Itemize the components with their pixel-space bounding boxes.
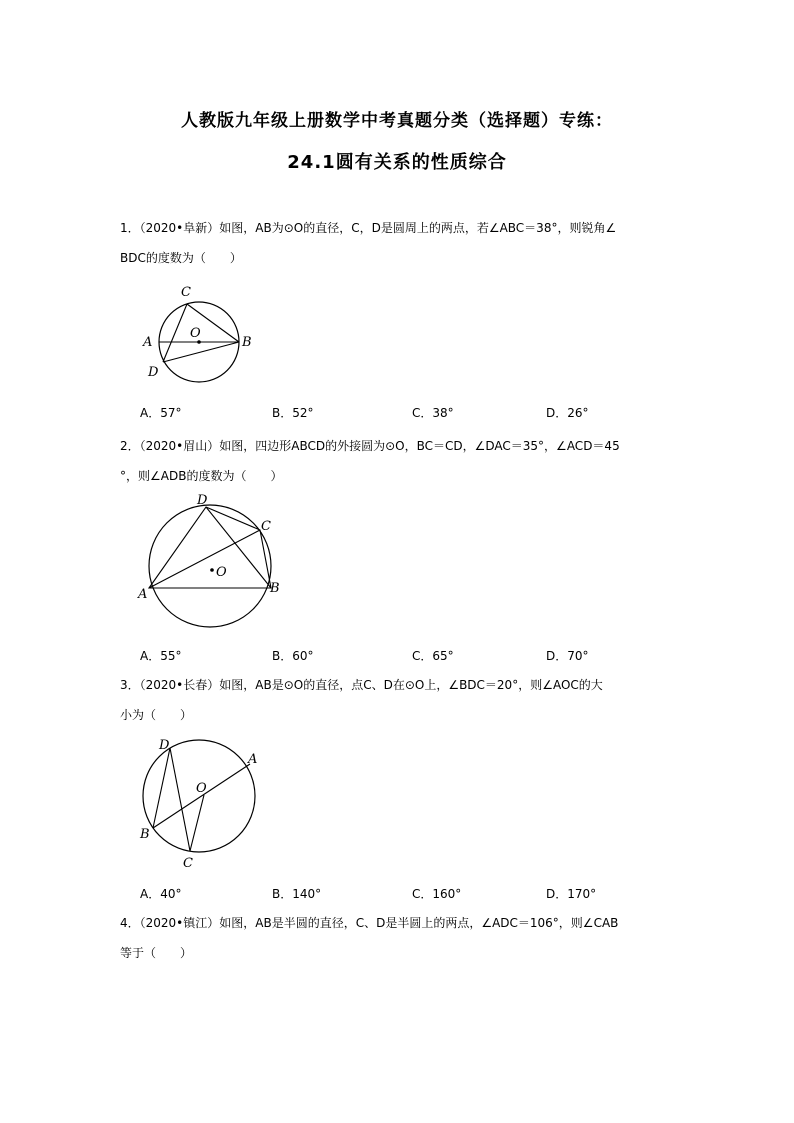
question-1-line-1: 1．（2020•阜新）如图，AB为⊙O的直径，C，D是圆周上的两点，若∠ABC＝38°，则锐角∠: [120, 221, 617, 235]
label-o: O: [190, 326, 201, 341]
option-b[interactable]: B．52°: [272, 406, 314, 420]
label-a: A: [138, 587, 148, 602]
question-2-figure: [140, 490, 290, 620]
label-b: B: [140, 827, 150, 842]
question-1-line-2: BDC的度数为（ ）: [120, 251, 242, 265]
chord-db: [163, 342, 239, 362]
option-c[interactable]: C．160°: [412, 887, 462, 901]
question-4-line-2: 等于（ ）: [120, 946, 193, 960]
label-o: O: [196, 781, 207, 796]
option-c[interactable]: C．38°: [412, 406, 454, 420]
question-2: [120, 431, 680, 491]
option-b[interactable]: B．60°: [272, 649, 314, 663]
option-d[interactable]: D．170°: [546, 887, 597, 901]
question-3: [120, 670, 680, 730]
option-a[interactable]: A．57°: [140, 406, 182, 420]
question-1: [120, 213, 680, 273]
option-d[interactable]: D．70°: [546, 649, 589, 663]
question-1-options: [140, 404, 660, 420]
label-b: B: [270, 581, 280, 596]
question-4: [120, 908, 680, 968]
quadrilateral-abcd: [149, 507, 271, 588]
label-c: C: [183, 856, 193, 871]
question-2-options: [140, 647, 660, 663]
option-b[interactable]: B．140°: [272, 887, 322, 901]
question-3-line-1: 3．（2020•长春）如图，AB是⊙O的直径，点C、D在⊙O上，∠BDC＝20°，则∠AOC的大: [120, 678, 603, 692]
question-2-line-1: 2．（2020•眉山）如图，四边形ABCD的外接圆为⊙O，BC＝CD，∠DAC＝35°，∠ACD＝45: [120, 439, 620, 453]
label-d: D: [159, 738, 170, 753]
question-2-line-2: °，则∠ADB的度数为（ ）: [120, 469, 283, 483]
label-c: C: [261, 519, 271, 534]
label-a: A: [248, 752, 258, 767]
label-d: D: [148, 365, 159, 380]
option-c[interactable]: C．65°: [412, 649, 454, 663]
center-point: [210, 568, 214, 572]
question-3-line-2: 小为（ ）: [120, 708, 193, 722]
option-a[interactable]: A．55°: [140, 649, 182, 663]
question-1-figure: [140, 282, 260, 392]
diameter-ab: [153, 764, 250, 828]
label-b: B: [242, 335, 252, 350]
question-3-options: [140, 885, 660, 901]
chord-dc: [170, 748, 190, 851]
option-d[interactable]: D．26°: [546, 406, 589, 420]
diagonal-ac: [149, 530, 260, 588]
label-d: D: [197, 493, 208, 508]
label-o: O: [216, 565, 227, 580]
option-a[interactable]: A．40°: [140, 887, 182, 901]
question-4-line-1: 4．（2020•镇江）如图，AB是半圆的直径，C、D是半圆上的两点，∠ADC＝106°，则∠CAB: [120, 916, 619, 930]
document-subtitle: 24.1圆有关系的性质综合: [287, 152, 507, 173]
label-a: A: [143, 335, 153, 350]
chord-cd: [163, 304, 187, 362]
radius-oc: [190, 795, 204, 851]
question-3-figure: [140, 735, 270, 870]
label-c: C: [181, 285, 191, 300]
document-title: 人教版九年级上册数学中考真题分类（选择题）专练：: [181, 111, 613, 131]
